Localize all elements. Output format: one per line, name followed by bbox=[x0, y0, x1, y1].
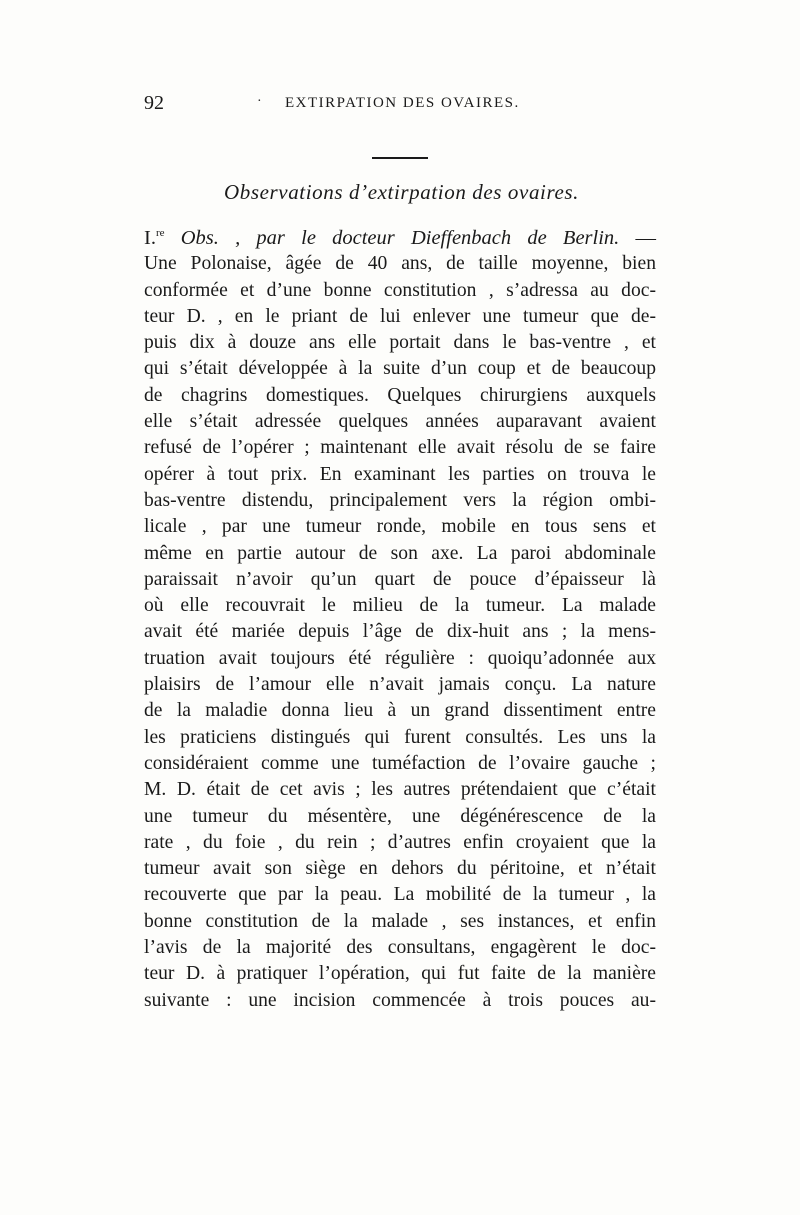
observation-heading-line bbox=[144, 225, 656, 251]
text-line: M. D. était de cet avis ; les autres prétendaient que c’était bbox=[144, 779, 656, 801]
text-line: teur D. , en le priant de lui enlever une tumeur que de- bbox=[144, 305, 656, 327]
text-line: une tumeur du mésentère, une dégénérescence de la bbox=[144, 805, 656, 827]
text-line: recouverte que par la peau. La mobilité de la tumeur , la bbox=[144, 884, 656, 906]
text-line: de chagrins domestiques. Quelques chirurgiens auxquels bbox=[144, 384, 656, 406]
text-line: opérer à tout prix. En examinant les parties on trouva le bbox=[144, 463, 656, 485]
text-line: l’avis de la majorité des consultans, engagèrent le doc- bbox=[144, 937, 656, 959]
text-line: puis dix à douze ans elle portait dans le bas-ventre , et bbox=[144, 332, 656, 354]
text-line: rate , du foie , du rein ; d’autres enfin croyaient que la bbox=[144, 831, 656, 853]
body-text bbox=[144, 225, 656, 1014]
text-line: refusé de l’opérer ; maintenant elle avait résolu de se faire bbox=[144, 437, 656, 459]
em-dash: — bbox=[635, 227, 657, 249]
text-line: considéraient comme une tuméfaction de l’ovaire gauche ; bbox=[144, 752, 656, 774]
text-line: Une Polonaise, âgée de 40 ans, de taille moyenne, bien bbox=[144, 253, 656, 275]
text-line: elle s’était adressée quelques années auparavant avaient bbox=[144, 411, 656, 433]
text-line: bas-ventre distendu, principalement vers la région ombi- bbox=[144, 489, 656, 511]
text-line: avait été mariée depuis l’âge de dix-huit ans ; la mens- bbox=[144, 621, 656, 643]
text-line: où elle recouvrait le milieu de la tumeur. La malade bbox=[144, 595, 656, 617]
text-line: licale , par une tumeur ronde, mobile en tous sens et bbox=[144, 516, 656, 538]
observation-heading: Obs. , par le docteur Dieffenbach de Berlin. bbox=[180, 227, 620, 249]
text-line: tumeur avait son siège en dehors du péritoine, et n’était bbox=[144, 858, 656, 880]
text-line: teur D. à pratiquer l’opération, qui fut faite de la manière bbox=[144, 963, 656, 985]
text-line: de la maladie donna lieu à un grand dissentiment entre bbox=[144, 700, 656, 722]
observation-number: I. bbox=[144, 227, 156, 249]
text-line: conformée et d’une bonne constitution , s’adressa au doc- bbox=[144, 279, 656, 301]
text-line: bonne constitution de la malade , ses instances, et enfin bbox=[144, 910, 656, 932]
text-line: suivante : une incision commencée à trois pouces au- bbox=[144, 989, 656, 1011]
header-bullet: · bbox=[257, 94, 263, 109]
running-title: EXTIRPATION DES OVAIRES. bbox=[285, 95, 520, 111]
text-line: paraissait n’avoir qu’un quart de pouce d’épaisseur là bbox=[144, 568, 656, 590]
paragraph-lines bbox=[144, 251, 656, 1014]
text-line: les praticiens distingués qui furent consultés. Les uns la bbox=[144, 726, 656, 748]
text-line: plaisirs de l’amour elle n’avait jamais conçu. La nature bbox=[144, 674, 656, 696]
text-line: même en partie autour de son axe. La paroi abdominale bbox=[144, 542, 656, 564]
section-divider-rule bbox=[372, 157, 428, 159]
text-line: qui s’était développée à la suite d’un coup et de beaucoup bbox=[144, 358, 656, 380]
running-header bbox=[144, 92, 659, 116]
text-line: truation avait toujours été régulière : quoiqu’adonnée aux bbox=[144, 647, 656, 669]
observation-number-superscript: re bbox=[155, 227, 165, 239]
section-title: Observations d’extirpation des ovaires. bbox=[223, 180, 580, 204]
page-number: 92 bbox=[144, 92, 164, 114]
